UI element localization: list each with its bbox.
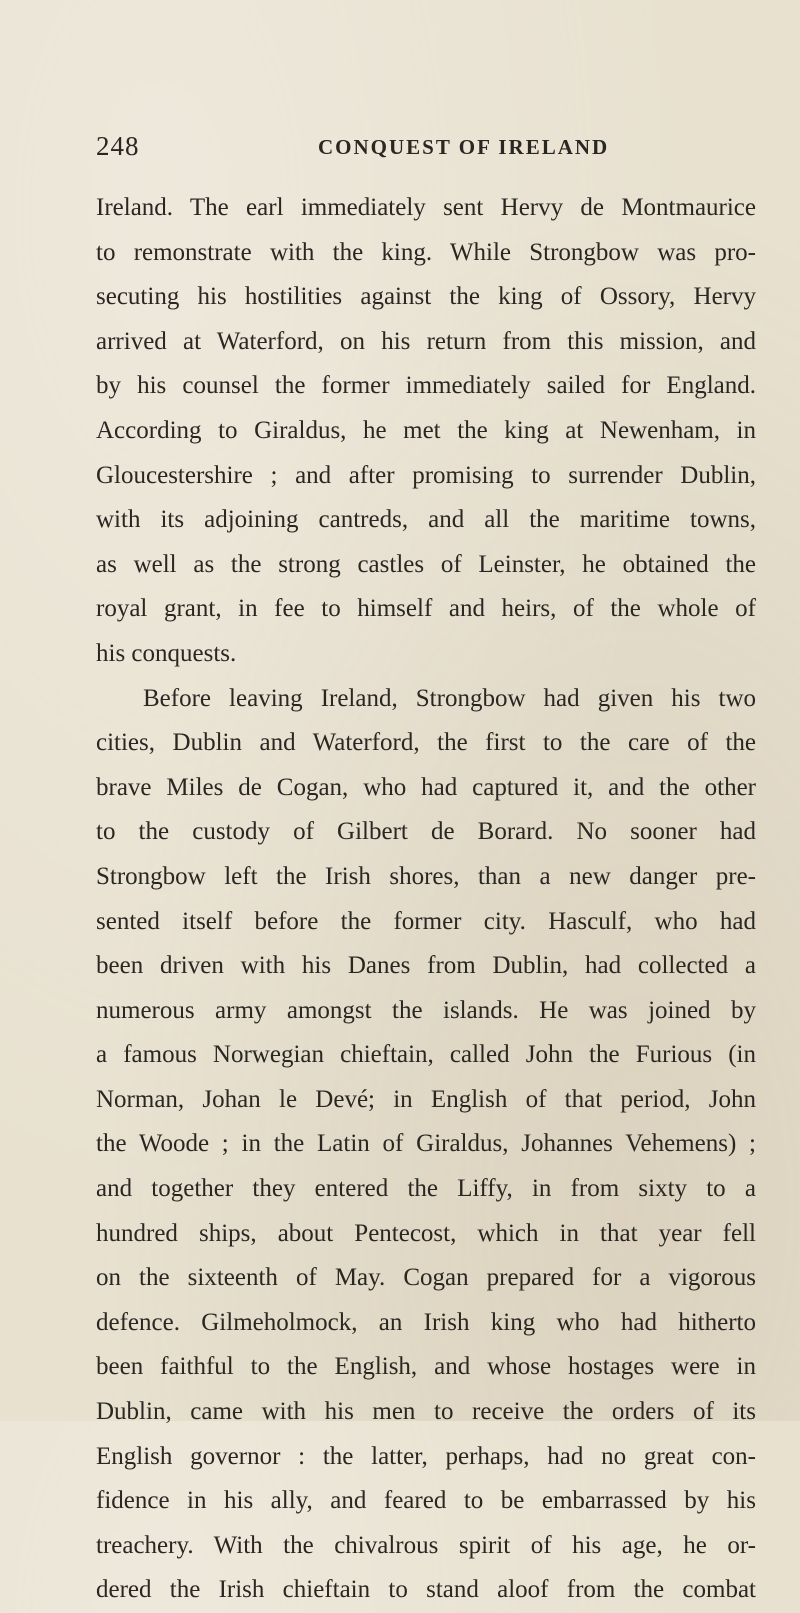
text-line: Ireland. The earl immediately sent Hervy de Montmaurice (96, 194, 756, 221)
page-number: 248 (96, 131, 140, 161)
text-line: dered the Irish chieftain to stand aloof from the combat (96, 1576, 756, 1604)
text-line: fidence in his ally, and feared to be embarrassed by his (96, 1487, 756, 1515)
text-line: by his counsel the former immediately sailed for England. (96, 372, 756, 400)
running-title: CONQUEST OF IRELAND (318, 135, 610, 159)
text-line: English governor : the latter, perhaps, had no great con- (96, 1442, 756, 1470)
text-line: been driven with his Danes from Dublin, had collected a (96, 952, 756, 980)
text-line: hundred ships, about Pentecost, which in that year fell (96, 1219, 756, 1247)
text-line: and together they entered the Liffy, in from sixty to a (96, 1175, 756, 1203)
text-line: royal grant, in fee to himself and heirs, of the whole of (96, 595, 756, 623)
text-line: to the custody of Gilbert de Borard. No sooner had (96, 818, 756, 846)
text-line: Dublin, came with his men to receive the orders of its (96, 1398, 756, 1426)
body-text (96, 186, 756, 1613)
text-line: as well as the strong castles of Leinster, he obtained the (96, 550, 756, 578)
text-line: Gloucestershire ; and after promising to surrender Dublin, (96, 461, 756, 489)
text-line: treachery. With the chivalrous spirit of his age, he or- (96, 1531, 756, 1559)
text-line: cities, Dublin and Waterford, the first to the care of the (96, 729, 756, 757)
text-line: defence. Gilmeholmock, an Irish king who had hitherto (96, 1308, 756, 1336)
text-line: to remonstrate with the king. While Strongbow was pro- (96, 238, 756, 266)
text-line: on the sixteenth of May. Cogan prepared for a vigorous (96, 1264, 756, 1292)
running-head (96, 131, 740, 167)
text-line: sented itself before the former city. Hasculf, who had (96, 907, 756, 935)
text-line: with its adjoining cantreds, and all the maritime towns, (96, 506, 756, 534)
text-line: According to Giraldus, he met the king at Newenham, in (96, 416, 756, 444)
text-line: numerous army amongst the islands. He was joined by (96, 996, 756, 1024)
text-line: brave Miles de Cogan, who had captured it, and the other (96, 773, 756, 801)
text-line: a famous Norwegian chieftain, called John the Furious (in (96, 1041, 756, 1069)
text-line: Norman, Johan le Devé; in English of that period, John (96, 1085, 756, 1113)
paragraph-first-line: Before leaving Ireland, Strongbow had given his two (143, 684, 756, 712)
text-line: arrived at Waterford, on his return from this mission, and (96, 327, 756, 355)
text-line: Strongbow left the Irish shores, than a new danger pre- (96, 862, 756, 890)
text-line: the Woode ; in the Latin of Giraldus, Johannes Vehemens) ; (96, 1130, 756, 1158)
text-line: secuting his hostilities against the king of Ossory, Hervy (96, 283, 756, 311)
text-line: his conquests. (96, 639, 237, 667)
text-line: been faithful to the English, and whose hostages were in (96, 1353, 756, 1381)
